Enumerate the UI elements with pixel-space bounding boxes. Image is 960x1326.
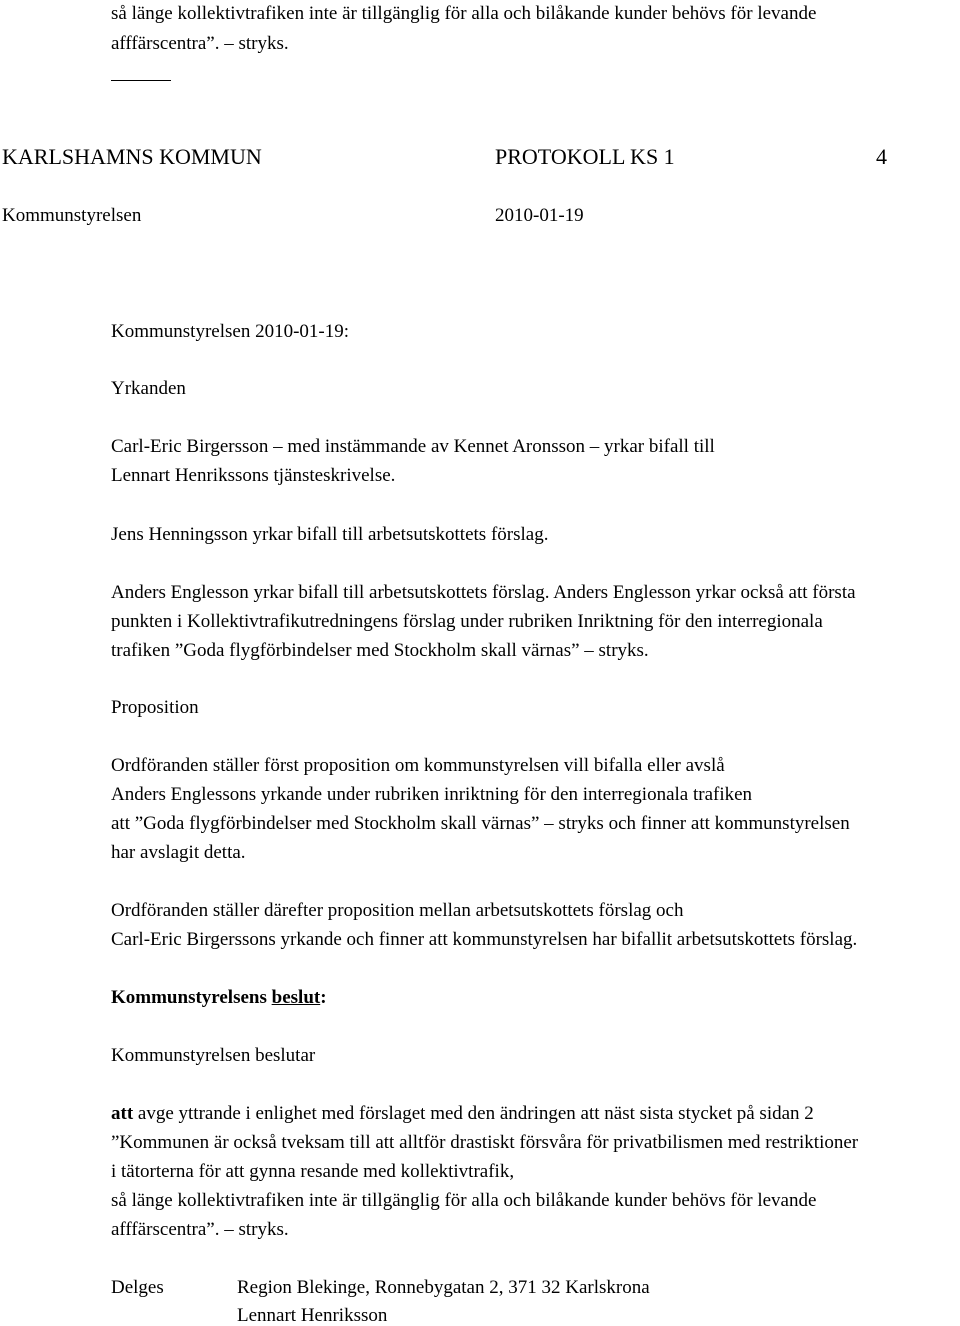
att-line-3: i tätorterna för att gynna resande med kollektivtrafik, [111,1161,515,1182]
att-keyword: att [111,1103,134,1124]
beslut-heading [111,988,327,1007]
att-line-2: ”Kommunen är också tveksam till att alltför drastiskt försvåra för privatbilismen med restriktioner [111,1132,859,1153]
proposition-heading: Proposition [111,697,199,718]
att-line-1 [111,1104,814,1123]
yrkande-3-line-3: trafiken ”Goda flygförbindelser med Stockholm skall värnas” – stryks. [111,640,649,661]
page-number: 4 [876,144,887,169]
separator-rule [111,80,171,81]
organization-name: KARLSHAMNS KOMMUN [2,144,262,169]
att-line-4: så länge kollektivtrafiken inte är tillgänglig för alla och bilåkande kunder behövs för levande [111,1190,817,1211]
proposition-2-line-2: Carl-Eric Birgerssons yrkande och finner att kommunstyrelsen har bifallit arbetsutskottets förslag. [111,929,858,950]
delges-label: Delges [111,1277,164,1298]
carryover-line-1: så länge kollektivtrafiken inte är tillgänglig för alla och bilåkande kunder behövs för levande [111,3,817,24]
att-line-5: afffärscentra”. – stryks. [111,1219,289,1240]
proposition-1-line-2: Anders Englessons yrkande under rubriken inriktning för den interregionala trafiken [111,784,753,805]
protocol-title: PROTOKOLL KS 1 [495,144,675,169]
beslut-heading-underlined: beslut [271,987,321,1008]
meeting-title: Kommunstyrelsen 2010-01-19: [111,321,350,342]
delges-recipient-2: Lennart Henriksson [237,1305,388,1326]
yrkande-3-line-1: Anders Englesson yrkar bifall till arbetsutskottets förslag. Anders Englesson yrkar också att första [111,582,856,603]
yrkanden-heading: Yrkanden [111,378,186,399]
yrkande-2: Jens Henningsson yrkar bifall till arbetsutskottets förslag. [111,524,549,545]
beslut-heading-prefix: Kommunstyrelsens [111,987,272,1008]
yrkande-1-line-1: Carl-Eric Birgersson – med instämmande av Kennet Aronsson – yrkar bifall till [111,436,715,457]
board-name: Kommunstyrelsen [2,205,142,226]
beslutar-text: Kommunstyrelsen beslutar [111,1045,316,1066]
protocol-date: 2010-01-19 [495,205,584,226]
beslut-heading-colon: : [320,987,327,1008]
yrkande-1-line-2: Lennart Henrikssons tjänsteskrivelse. [111,465,396,486]
att-line-1-text: avge yttrande i enlighet med förslaget med den ändringen att näst sista stycket på sidan 2 [133,1103,814,1124]
delges-recipient-1: Region Blekinge, Ronnebygatan 2, 371 32 Karlskrona [237,1277,650,1298]
proposition-2-line-1: Ordföranden ställer därefter proposition mellan arbetsutskottets förslag och [111,900,684,921]
proposition-1-line-3: att ”Goda flygförbindelser med Stockholm skall värnas” – stryks och finner att kommunstyrelsen [111,813,850,834]
yrkande-3-line-2: punkten i Kollektivtrafikutredningens förslag under rubriken Inriktning för den interregionala [111,611,823,632]
proposition-1-line-4: har avslagit detta. [111,842,246,863]
proposition-1-line-1: Ordföranden ställer först proposition om kommunstyrelsen vill bifalla eller avslå [111,755,725,776]
carryover-line-2: afffärscentra”. – stryks. [111,33,289,54]
